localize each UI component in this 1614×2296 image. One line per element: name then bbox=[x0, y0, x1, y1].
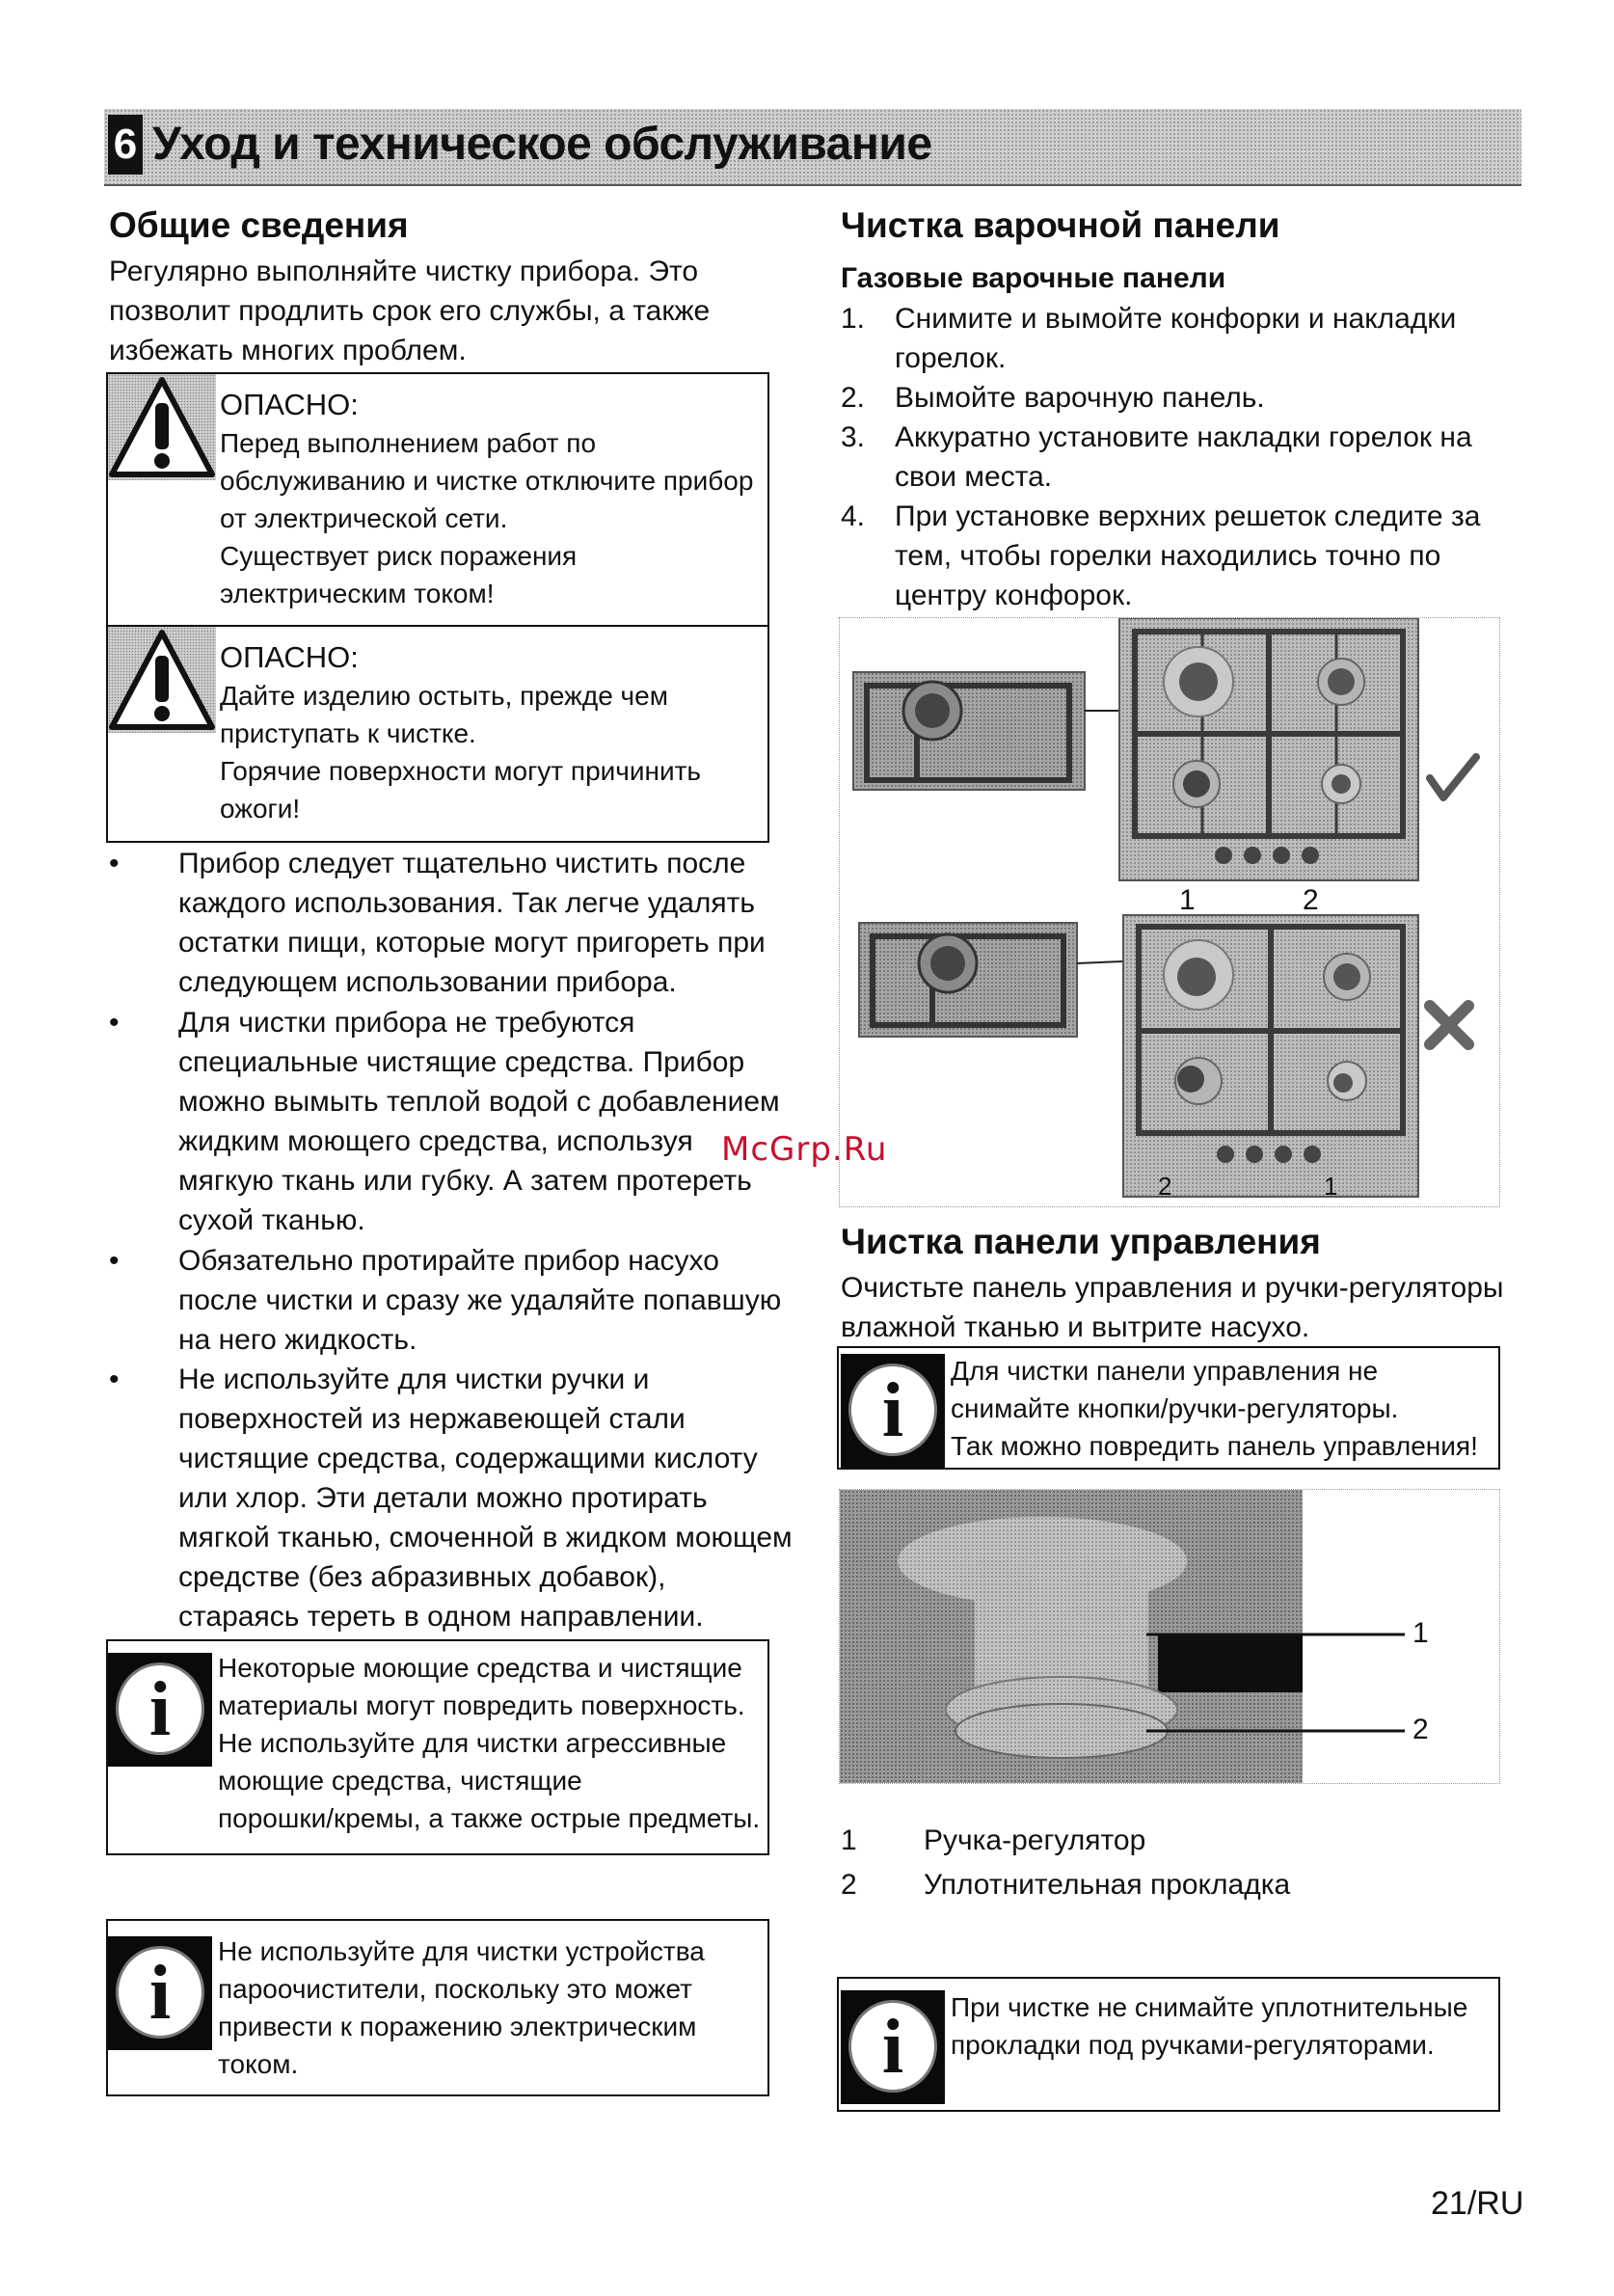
list-item: 1. Снимите и вымойте конфорки и накладки горелок. bbox=[841, 303, 1457, 374]
info-box-control-knobs: i Для чистки панели управления не снимайте кнопки/ручки-регуляторы. Так можно повредить панель управления! bbox=[837, 1346, 1500, 1470]
watermark: McGrp.Ru bbox=[721, 1130, 888, 1169]
check-icon bbox=[1430, 757, 1476, 797]
figure-label: 1 bbox=[1324, 1172, 1338, 1201]
info-icon: i bbox=[841, 1990, 945, 2104]
warning-triangle-icon bbox=[108, 374, 216, 480]
info-box-steam-cleaners: i Не используйте для чистки устройства пароочистители, поскольку это может привести к поражению электрическим током. bbox=[106, 1919, 769, 2096]
page-number: 21/RU bbox=[1431, 2185, 1524, 2222]
hob-illustration bbox=[840, 618, 1499, 1206]
info-box-seals: i При чистке не снимайте уплотнительные прокладки под ручками-регуляторами. bbox=[837, 1977, 1500, 2112]
general-heading: Общие сведения bbox=[109, 205, 409, 245]
control-heading: Чистка панели управления bbox=[841, 1222, 1321, 1261]
list-item: 4. При установке верхних решеток следите за тем, чтобы горелки находились точно по центру конфорок. bbox=[841, 500, 1481, 611]
info-icon: i bbox=[841, 1354, 945, 1468]
cross-icon bbox=[1430, 1006, 1468, 1044]
legend-item: 2 Уплотнительная прокладка bbox=[841, 1869, 1291, 1901]
chapter-number: 6 bbox=[108, 115, 143, 175]
danger-label: ОПАСНО: bbox=[220, 640, 359, 674]
hob-heading: Чистка варочной панели bbox=[841, 205, 1280, 245]
danger-box-1: ОПАСНО: Перед выполнением работ по обслуживанию и чистке отключите прибор от электрической сети. Существует риск поражения электрическим током! bbox=[106, 372, 769, 627]
list-item: 3. Аккуратно установите накладки горелок на свои места. bbox=[841, 421, 1472, 493]
legend-item: 1 Ручка-регулятор bbox=[841, 1824, 1146, 1856]
danger-box-2: ОПАСНО: Дайте изделию остыть, прежде чем приступать к чистке. Горячие поверхности могут причинить ожоги! bbox=[106, 625, 769, 843]
list-item: 2. Вымойте варочную панель. bbox=[841, 382, 1265, 414]
figure-label: 2 bbox=[1303, 884, 1319, 916]
danger-label: ОПАСНО: bbox=[220, 388, 359, 421]
figure-label: 1 bbox=[1179, 884, 1196, 916]
warning-triangle-icon bbox=[108, 627, 216, 733]
info-icon: i bbox=[108, 1653, 212, 1767]
info-box-cleaning-agents: i Некоторые моющие средства и чистящие материалы могут повредить поверхность. Не используйте для чистки агрессивные моющие средства, чистящие порошки/кремы, а также острые предметы. bbox=[106, 1639, 769, 1855]
list-item: • Прибор следует тщательно чистить после каждого использования. Так легче удалять остатки пищи, которые могут пригореть при следующем использовании прибора. bbox=[109, 848, 766, 998]
chapter-title: Уход и техническое обслуживание bbox=[152, 119, 932, 170]
knob-figure bbox=[839, 1489, 1500, 1784]
list-item: • Обязательно протирайте прибор насухо после чистки и сразу же удаляйте попавшую на него жидкость. bbox=[109, 1245, 782, 1356]
list-item: • Для чистки прибора не требуются специальные чистящие средства. Прибор можно вымыть теплой водой с добавлением жидким моющего средства, используя мягкую ткань или губку. А затем протереть сухой тканью. bbox=[109, 1007, 780, 1236]
list-item: • Не используйте для чистки ручки и поверхностей из нержавеющей стали чистящие средства, содержащими кислоту или хлор. Эти детали можно протирать мягкой тканью, смоченной в жидком моющем средстве (без абразивных добавок), стараясь тереть в одном направлении. bbox=[109, 1364, 793, 1633]
figure-label: 2 bbox=[1158, 1172, 1172, 1201]
hob-subheading: Газовые варочные панели bbox=[841, 262, 1226, 294]
hob-burner-figure bbox=[839, 617, 1500, 1207]
figure-label: 1 bbox=[1412, 1617, 1429, 1649]
chapter-header bbox=[104, 109, 1521, 186]
control-intro: Очистьте панель управления и ручки-регуляторы влажной тканью и вытрите насухо. bbox=[841, 1272, 1504, 1343]
general-intro: Регулярно выполняйте чистку прибора. Это позволит продлить срок его службы, а также избежать многих проблем. bbox=[109, 256, 711, 366]
knob-illustration bbox=[840, 1490, 1499, 1783]
info-icon: i bbox=[108, 1936, 212, 2050]
figure-label: 2 bbox=[1412, 1714, 1429, 1745]
